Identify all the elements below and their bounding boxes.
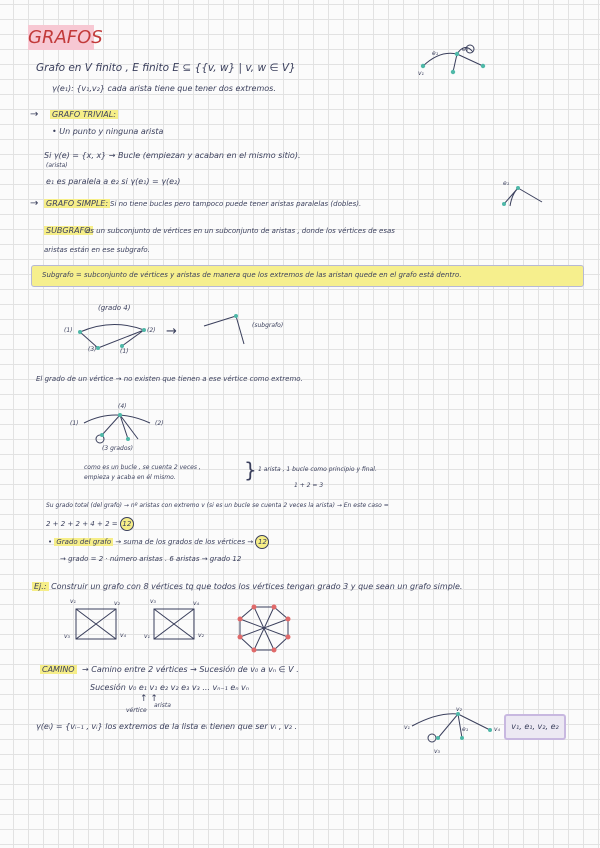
brace-icon: } xyxy=(244,458,257,482)
subgraph-label: (subgrafo) xyxy=(252,322,284,329)
trivial-point: • Un punto y ninguna arista xyxy=(52,127,164,136)
grado-grafo-line: • Grado del grafo → suma de los grados de los vértices → 12 xyxy=(48,535,269,549)
square-graph-1 xyxy=(74,607,119,642)
parallel-def: e₁ es paralela a e₂ si γ(e₁) = γ(e₂) xyxy=(46,177,181,186)
camino-sucesion: Sucesión v₀ e₁ v₁ e₂ v₂ e₃ v₃ ... vₙ₋₁ eₙ vₙ xyxy=(90,683,249,692)
node-label: (3) xyxy=(88,346,97,353)
camino-text: → Camino entre 2 vértices → Sucesión de v₀ a vₙ ∈ V . xyxy=(82,665,299,674)
callout-text: Subgrafo = subconjunto de vértices y aristas de manera que los extremos de las aristan quede en el grafo está dentro. xyxy=(42,271,462,279)
simple-text: Si no tiene bucles pero tampoco puede tener aristas paralelas (dobles). xyxy=(110,200,362,208)
ejercicio-label: Ej.: xyxy=(34,582,47,591)
camino-vertice: vértice xyxy=(126,707,147,714)
grado-grafo-label: Grado del grafo xyxy=(56,538,112,546)
suma-expression: 2 + 2 + 2 + 4 + 2 = xyxy=(46,520,118,528)
node-label: (3 grados) xyxy=(102,445,133,452)
subgrafo-line-2: aristas están en ese subgrafo. xyxy=(44,246,150,254)
camino-arista: arista xyxy=(154,702,171,709)
square2-v4: v₄ xyxy=(193,600,199,607)
subgraph-example xyxy=(200,312,250,352)
camino-v1: v₁ xyxy=(404,724,410,731)
bucle-note: (arista) xyxy=(46,162,68,169)
arrow-icon: → xyxy=(30,109,39,120)
bucle-def: Si γ(e) = {x, x} → Bucle (empiezan y acaban en el mismo sitio). xyxy=(44,151,301,160)
square2-v1: v₁ xyxy=(144,633,150,640)
square-v2: v₂ xyxy=(114,600,120,607)
grado-grafo-total: 12 xyxy=(255,535,269,549)
ejercicio-line xyxy=(32,582,462,591)
square2-v3: v₃ xyxy=(150,598,156,605)
bucle-note-1: como es un bucle , se cuenta 2 veces , xyxy=(84,464,201,471)
grado-4-label: (grado 4) xyxy=(98,304,131,312)
square2-v2: v₂ xyxy=(198,632,204,639)
octagon-graph xyxy=(236,604,292,654)
node-label: (1) xyxy=(64,327,73,334)
camino-v3: v₃ xyxy=(434,748,440,755)
definition-line-2: γ(e₁): {v₁,v₂} cada arista tiene que tener dos extremos. xyxy=(52,84,276,93)
camino-gamma: γ(eᵢ) = {vᵢ₋₁ , vᵢ} los extremos de la lista eᵢ tienen que ser vᵢ , v₂ . xyxy=(36,722,297,731)
bucle-note-2: empieza y acaba en él mismo. xyxy=(84,474,176,481)
bucle-right-note: 1 arista , 1 bucle como principio y final. xyxy=(258,466,377,473)
square-v1: v₁ xyxy=(70,598,76,605)
suma-total: 12 xyxy=(120,517,134,531)
page-title: GRAFOS xyxy=(28,27,103,48)
subgrafo-line-1: es un subconjunto de vértices en un subconjunto de aristas , donde los vértices de esas xyxy=(86,227,395,235)
suma-line-2 xyxy=(46,517,134,531)
suma-line-1: Su grado total (del grafo) → nº aristas con extremo v (si es un bucle se cuenta 2 veces la arista) → En este caso = xyxy=(46,502,389,509)
top-diagram-e1: e₁ xyxy=(432,50,439,57)
definition-line-1: Grafo en V finito , E finito E ⊆ {{v, w} | v, w ∈ V} xyxy=(36,62,296,74)
arrow-icon: → xyxy=(30,198,39,209)
camino-v4: v₄ xyxy=(494,726,500,733)
simple-label: GRAFO SIMPLE: xyxy=(46,199,109,208)
node-label: (2) xyxy=(155,420,164,427)
node-label: (1) xyxy=(120,348,129,355)
node-label: (2) xyxy=(147,327,156,334)
arrow-icon: → xyxy=(166,324,177,339)
bucle-graph xyxy=(80,405,170,450)
grado-vertice-def: El grado de un vértice → no existen que tienen a ese vértice como extremo. xyxy=(36,375,303,383)
trivial-label: GRAFO TRIVIAL: xyxy=(52,110,116,119)
ejercicio-text: Construir un grafo con 8 vértices tq que todos los vértices tengan grado 3 y que sean un grafo simple. xyxy=(51,582,463,591)
parallel-label: e₁ xyxy=(503,180,510,187)
grado-grafo-line-2: → grado = 2 · número aristas . 6 aristas → grado 12 xyxy=(60,555,242,563)
up-arrow-icon: ↑ ↑ xyxy=(140,694,158,704)
square-graph-2 xyxy=(152,607,197,642)
camino-answer-box: v₁, e₁, v₂, e₂ xyxy=(504,714,566,740)
bucle-sum: 1 + 2 = 3 xyxy=(294,482,324,489)
camino-graph xyxy=(408,708,498,750)
subgrafo-callout xyxy=(31,265,584,287)
node-label: (1) xyxy=(70,420,79,427)
camino-v2: v₂ xyxy=(456,706,462,713)
top-right-graph xyxy=(415,40,495,80)
top-diagram-v1: v₁ xyxy=(418,70,424,77)
square-v3: v₃ xyxy=(64,633,70,640)
square-v4: v₄ xyxy=(120,632,126,639)
top-diagram-e2: e₂ xyxy=(462,46,469,53)
camino-label: CAMINO xyxy=(42,665,75,674)
grado-grafo-text: → suma de los grados de los vértices → xyxy=(115,538,254,546)
subgrafo-label: SUBGRAFO xyxy=(46,226,91,235)
camino-e1: e₁ xyxy=(462,726,469,733)
node-label: (4) xyxy=(118,403,127,410)
